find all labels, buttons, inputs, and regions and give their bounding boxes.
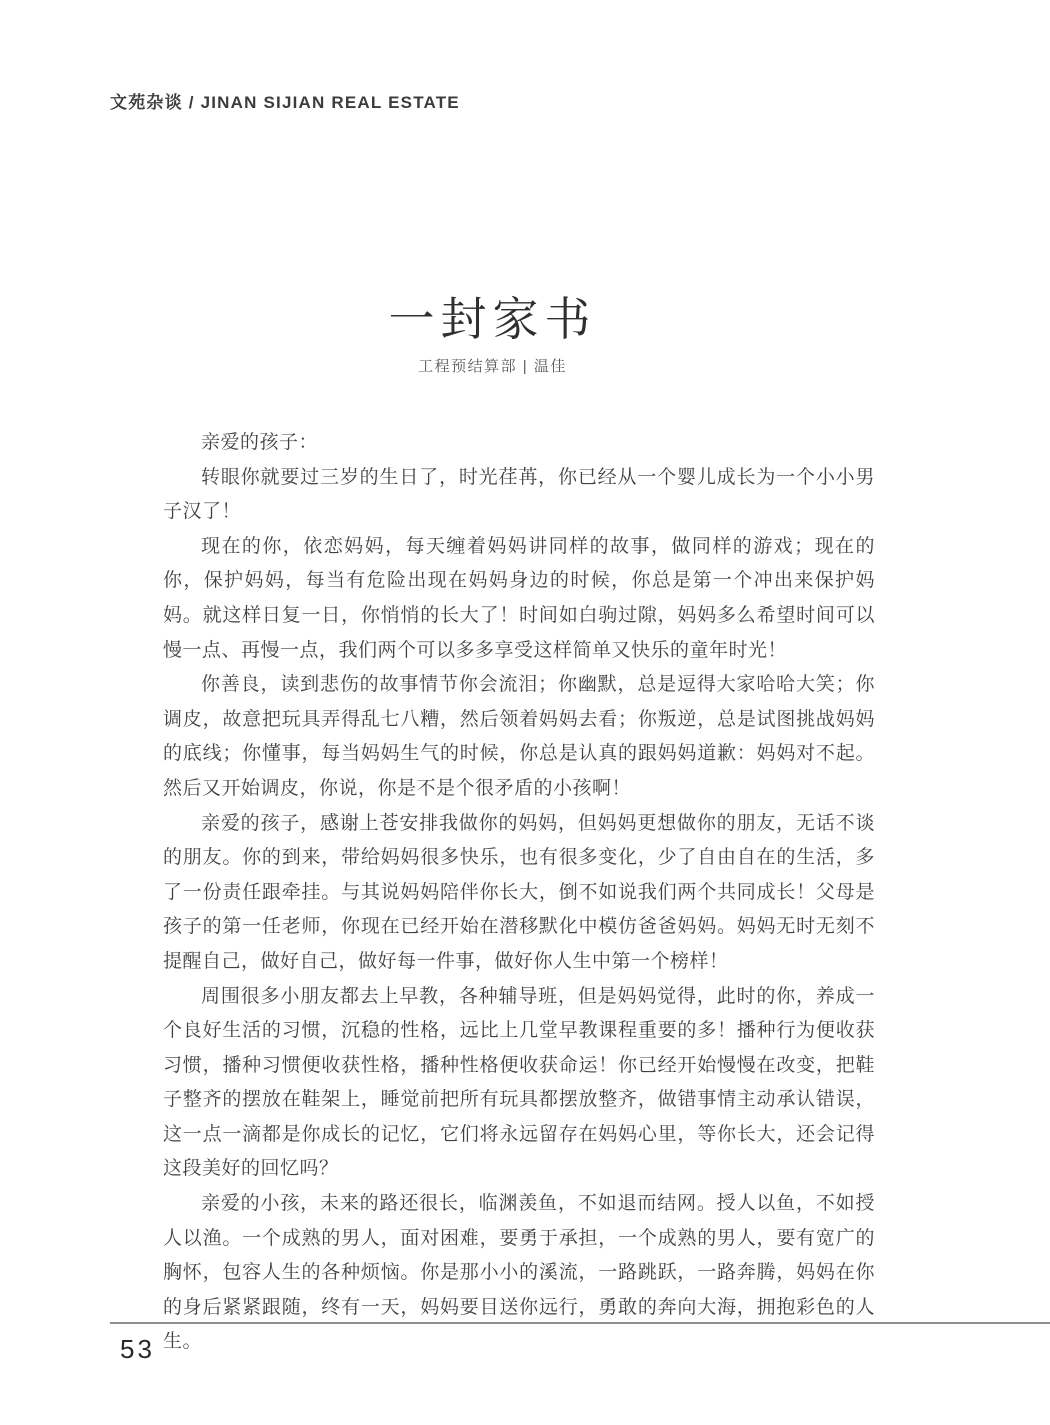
article-byline: 工程预结算部 | 温佳 bbox=[418, 357, 567, 375]
letter-paragraph: 现在的你，依恋妈妈，每天缠着妈妈讲同样的故事，做同样的游戏；现在的你，保护妈妈，每当有危险出现在妈妈身边的时候，你总是第一个冲出来保护妈妈。就这样日复一日，你悄悄的长大了！时间如白驹过隙，妈妈多么希望时间可以慢一点、再慢一点，我们两个可以多多享受这样简单又快乐的童年时光！ bbox=[163, 534, 875, 661]
letter-paragraph: 你善良，读到悲伤的故事情节你会流泪；你幽默，总是逗得大家哈哈大笑；你调皮，故意把玩具弄得乱七八糟，然后领着妈妈去看；你叛逆，总是试图挑战妈妈的底线；你懂事，每当妈妈生气的时候，你总是认真的跟妈妈道歉：妈妈对不起。然后又开始调皮，你说，你是不是个很矛盾的小孩啊！ bbox=[163, 673, 875, 799]
page-number: 53 bbox=[120, 1334, 155, 1364]
page-header-label: 文苑杂谈 / JINAN SIJIAN REAL ESTATE bbox=[110, 93, 460, 112]
letter-paragraph: 转眼你就要过三岁的生日了，时光荏苒，你已经从一个婴儿成长为一个小小男子汉了！ bbox=[163, 465, 875, 523]
footer-divider bbox=[110, 1322, 1050, 1324]
letter-paragraph: 周围很多小朋友都去上早教，各种辅导班，但是妈妈觉得，此时的你，养成一个良好生活的习惯，沉稳的性格，远比上几堂早教课程重要的多！播种行为便收获习惯，播种习惯便收获性格，播种性格便收获命运！你已经开始慢慢在改变，把鞋子整齐的摆放在鞋架上，睡觉前把所有玩具都摆放整齐，做错事情主动承认错误，这一点一滴都是你成长的记忆，它们将永远留存在妈妈心里，等你长大，还会记得这段美好的回忆吗？ bbox=[163, 984, 875, 1180]
letter-paragraph: 亲爱的孩子： bbox=[201, 431, 319, 453]
article-title: 一封家书 bbox=[388, 292, 597, 346]
letter-paragraph: 亲爱的小孩，未来的路还很长，临渊羡鱼，不如退而结网。授人以鱼，不如授人以渔。一个成熟的男人，面对困难，要勇于承担，一个成熟的男人，要有宽广的胸怀，包容人生的各种烦恼。你是那小小的溪流，一路跳跃，一路奔腾，妈妈在你的身后紧紧跟随，终有一天，妈妈要目送你远行，勇敢的奔向大海，拥抱彩色的人生。 bbox=[163, 1192, 875, 1353]
article-title-block bbox=[110, 294, 875, 376]
letter-paragraph: 亲爱的孩子，感谢上苍安排我做你的妈妈，但妈妈更想做你的朋友，无话不谈的朋友。你的到来，带给妈妈很多快乐，也有很多变化，少了自由自在的生活，多了一份责任跟牵挂。与其说妈妈陪伴你长大，倒不如说我们两个共同成长！父母是孩子的第一任老师，你现在已经开始在潜移默化中模仿爸爸妈妈。妈妈无时无刻不提醒自己，做好自己，做好每一件事，做好你人生中第一个榜样！ bbox=[163, 811, 875, 972]
letter-body bbox=[163, 425, 875, 1359]
